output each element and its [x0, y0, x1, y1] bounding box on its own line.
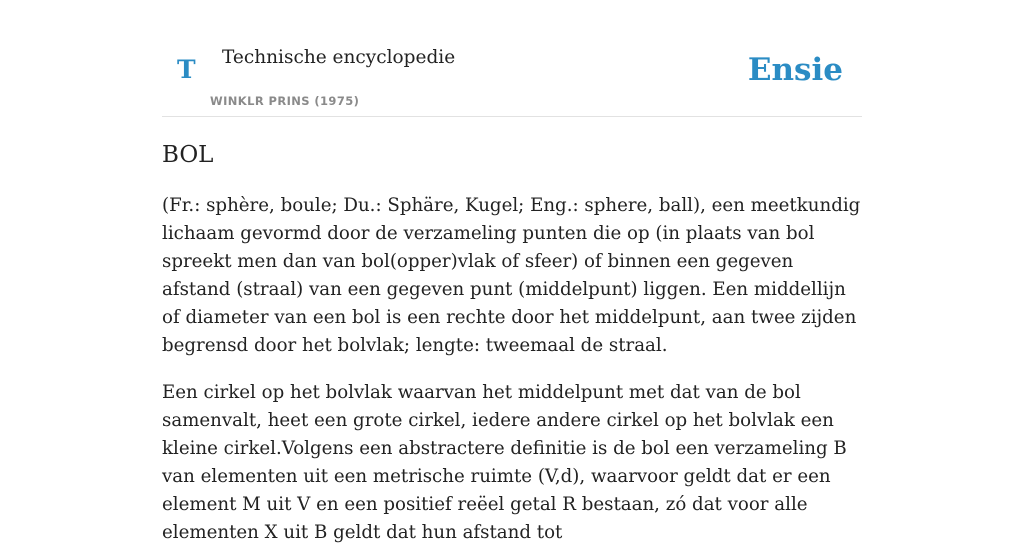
entry-paragraph: (Fr.: sphère, boule; Du.: Sphäre, Kugel; Eng.: sphere, ball), een meetkundig lichaam gevormd door de verzameling punten die op (in plaats van bol spreekt men dan van bol(opper)vlak of sfeer) of binnen een gegeven afstand (straal) van een gegeven punt (middelpunt) liggen. Een middellijn of diameter van een bol is een rechte door het middelpunt, aan twee zijden begrensd door het bolvlak; lengte: tweemaal de straal. [162, 195, 861, 356]
entry-content [162, 138, 862, 547]
brand-logo[interactable]: Ensie [747, 52, 843, 88]
encyclopedia-logo-icon[interactable]: T [177, 55, 196, 84]
entry-paragraph: Een cirkel op het bolvlak waarvan het middelpunt met dat van de bol samenvalt, heet een grote cirkel, iedere andere cirkel op het bolvlak een kleine cirkel.Volgens een abstractere definitie is de bol een verzameling B van elementen uit een metrische ruimte (V,d), waarvoor geldt dat er een element M uit V en een positief reëel getal R bestaan, zó dat voor alle elementen X uit B geldt dat hun afstand tot [162, 382, 847, 543]
header [162, 0, 862, 117]
encyclopedia-title[interactable]: Technische encyclopedie [222, 47, 456, 68]
entry-title: BOL [162, 142, 214, 168]
source-label: WINKLR PRINS (1975) [210, 94, 360, 108]
